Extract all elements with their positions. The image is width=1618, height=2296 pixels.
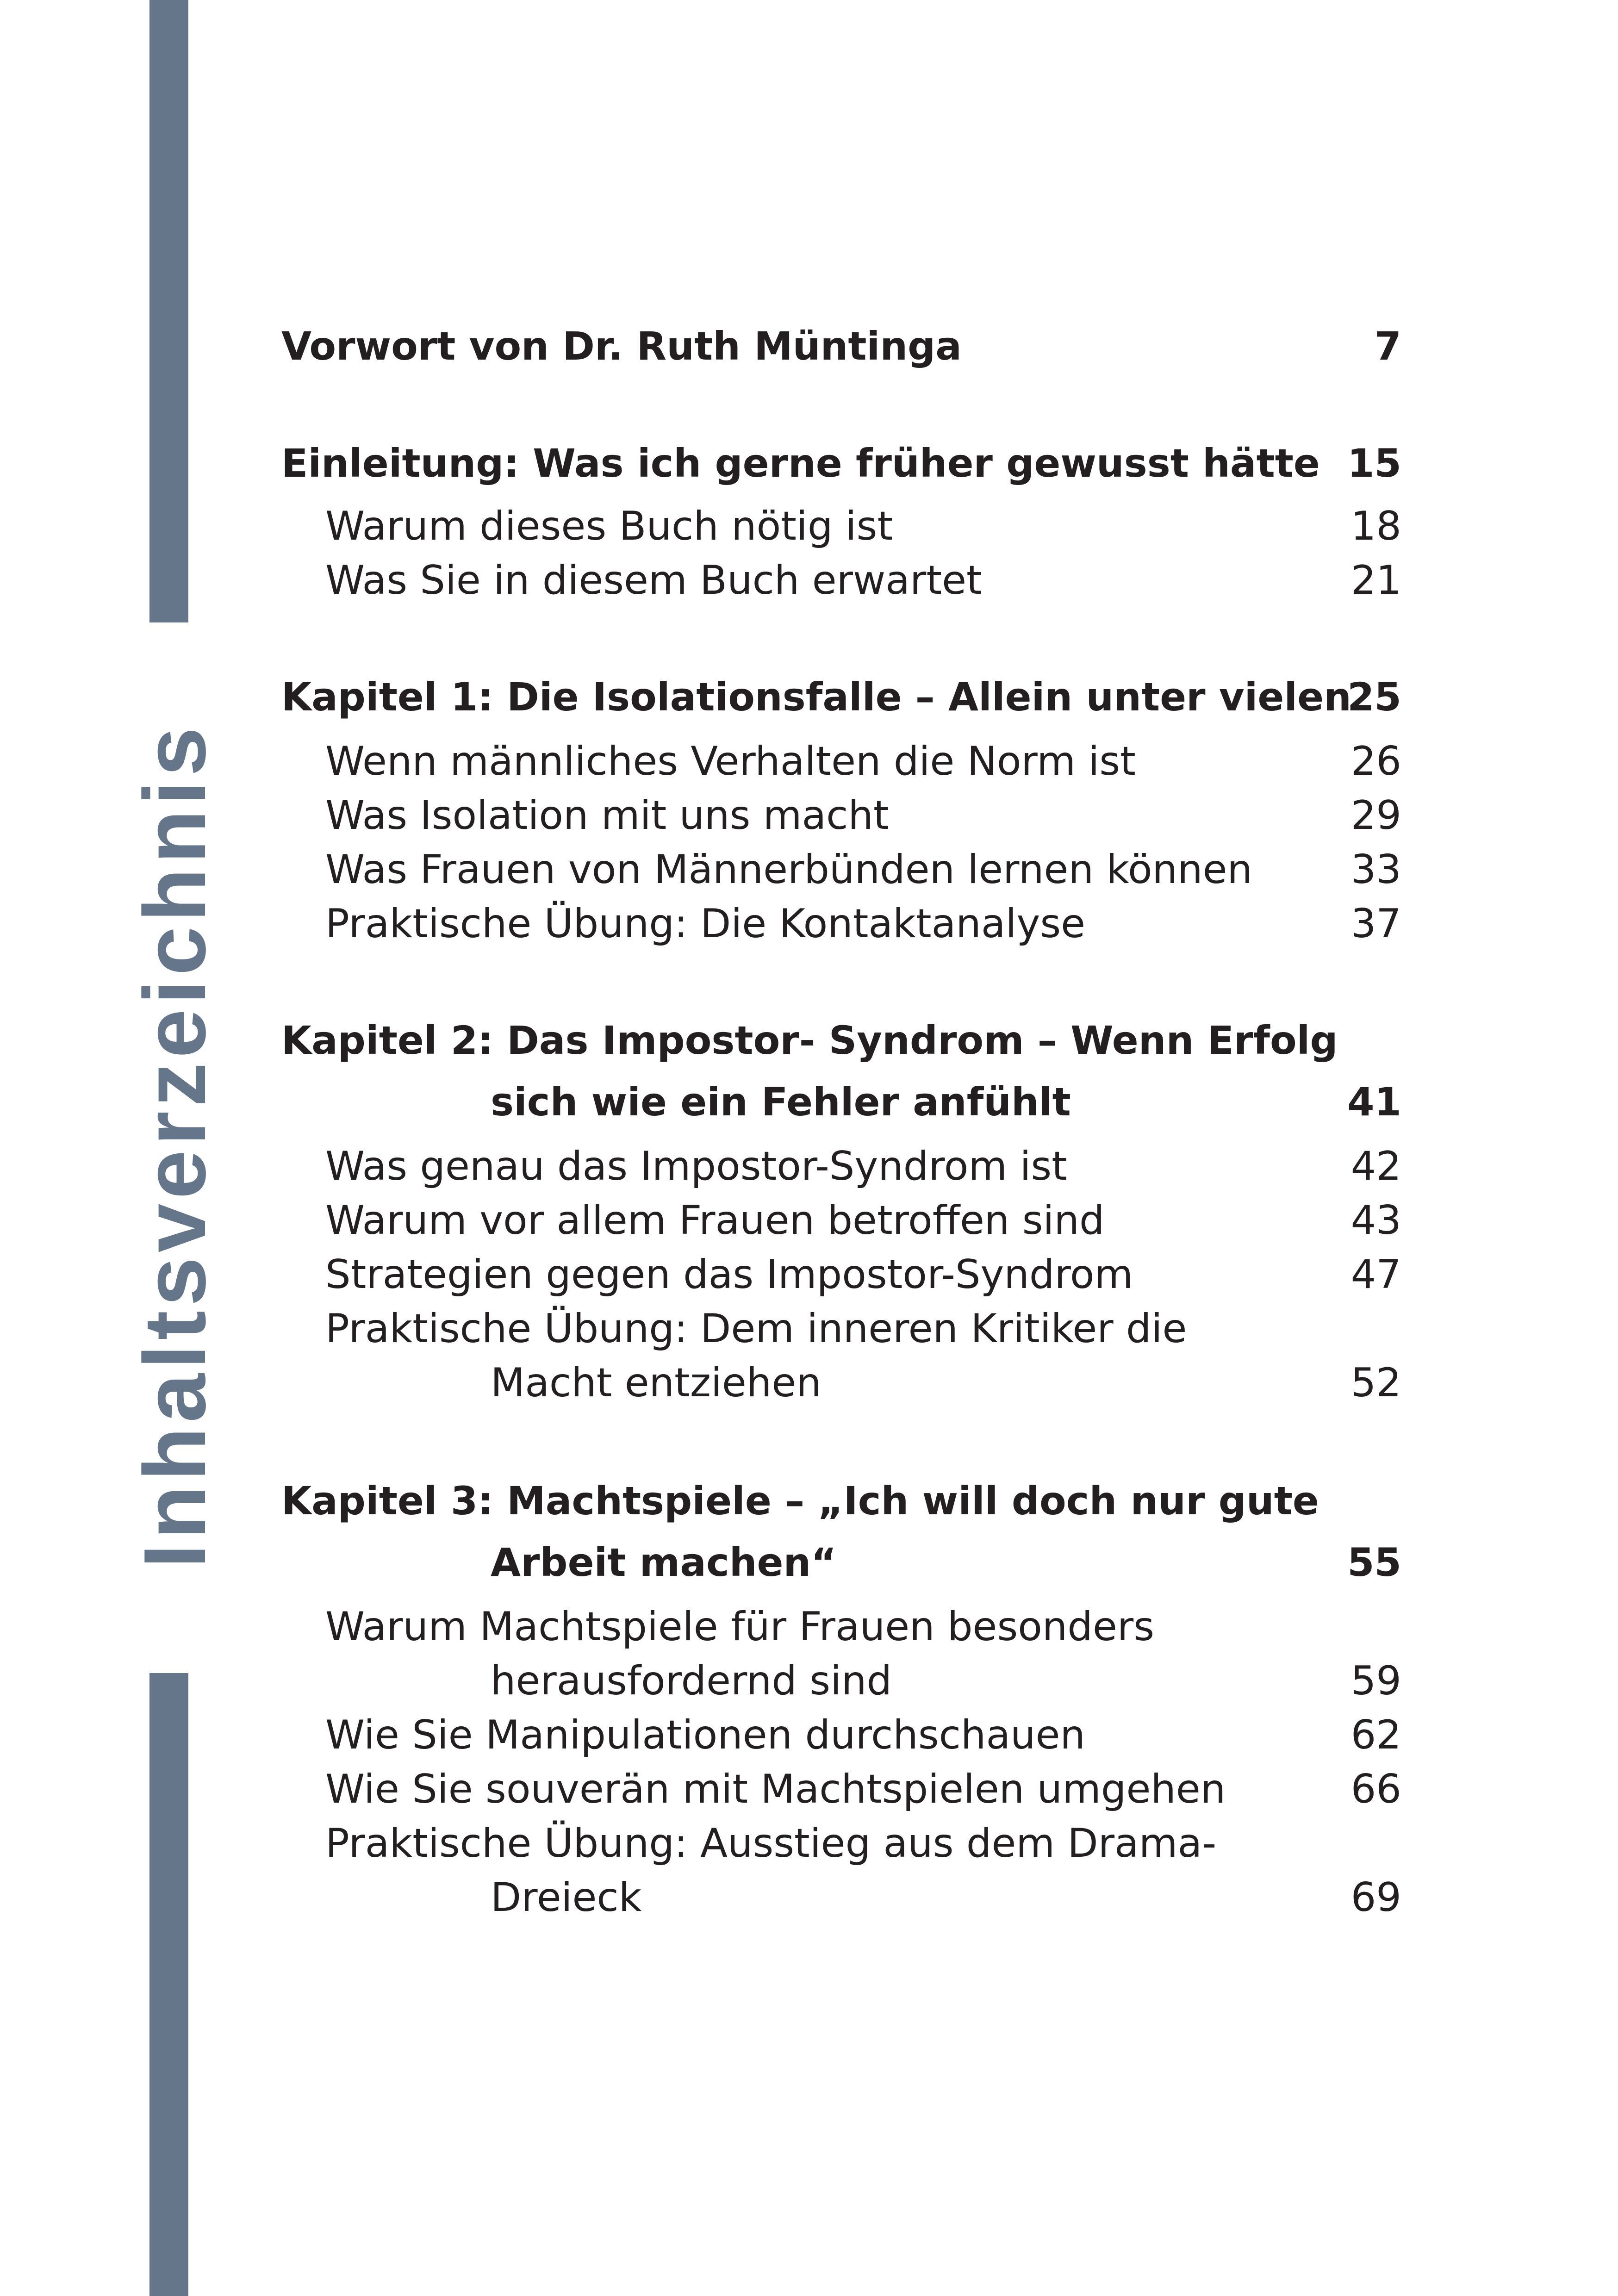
- toc-entry-title-line-1: Kapitel 3: Machtspiele – „Ich will doch nur gute: [281, 1478, 1319, 1524]
- toc-entry-page: 55: [1347, 1540, 1401, 1585]
- toc-entry-title: Einleitung: Was ich gerne früher gewusst hätte: [281, 441, 1320, 486]
- toc-subentry-page: 66: [1350, 1766, 1401, 1812]
- toc-subentry-page: 37: [1350, 901, 1401, 947]
- toc-subentry[interactable]: [281, 1136, 1401, 1196]
- toc-subentry[interactable]: [281, 1597, 1401, 1657]
- toc-subentry[interactable]: [281, 731, 1401, 791]
- toc-subentry-page: 69: [1350, 1874, 1401, 1921]
- toc-subentry-page: 21: [1350, 557, 1401, 604]
- toc-subentry-title: Was Frauen von Männerbünden lernen können: [325, 846, 1253, 893]
- toc-subentry-title-line-2: Macht entziehen: [491, 1360, 821, 1406]
- toc-entry-kapitel-3-continued[interactable]: [281, 1532, 1401, 1593]
- toc-subentry[interactable]: [281, 840, 1401, 900]
- toc-subentry-title-line-2: Dreieck: [491, 1874, 642, 1921]
- toc-entry-title-line-2: Arbeit machen“: [491, 1540, 837, 1585]
- side-title: Inhaltsverzeichnis: [126, 722, 224, 1568]
- toc-subentry-page: 47: [1350, 1251, 1401, 1298]
- toc-subentry-title-line-1: Warum Machtspiele für Frauen besonders: [325, 1604, 1155, 1650]
- toc-subentry-page: 62: [1350, 1712, 1401, 1758]
- toc-subentry-title-line-1: Praktische Übung: Ausstieg aus dem Drama-: [325, 1820, 1217, 1867]
- toc-subentry[interactable]: [281, 1813, 1401, 1873]
- toc-entry-title: Kapitel 1: Die Isolationsfalle – Allein unter vielen: [281, 674, 1351, 720]
- toc-subentry[interactable]: [281, 1705, 1401, 1765]
- toc-entry-page: 41: [1347, 1079, 1401, 1125]
- toc-entry-kapitel-2-continued[interactable]: [281, 1072, 1401, 1132]
- toc-subentry[interactable]: [281, 1759, 1401, 1819]
- toc-entry-vorwort[interactable]: [281, 316, 1401, 376]
- toc-subentry[interactable]: [281, 496, 1401, 556]
- toc-subentry-title-line-1: Praktische Übung: Dem inneren Kritiker die: [325, 1306, 1187, 1352]
- toc-subentry-continued[interactable]: [281, 1651, 1401, 1711]
- toc-subentry-title: Warum dieses Buch nötig ist: [325, 503, 893, 549]
- toc-entry-kapitel-1[interactable]: [281, 667, 1401, 727]
- toc-subentry[interactable]: [281, 894, 1401, 954]
- toc-subentry-page: 29: [1350, 792, 1401, 839]
- toc-subentry-page: 26: [1350, 738, 1401, 784]
- toc-subentry-title: Wie Sie souverän mit Machtspielen umgehen: [325, 1766, 1226, 1812]
- toc-subentry-page: 43: [1350, 1197, 1401, 1244]
- toc-subentry-page: 42: [1350, 1143, 1401, 1189]
- toc-entry-kapitel-2[interactable]: [281, 1010, 1401, 1070]
- toc-subentry-title: Strategien gegen das Impostor-Syndrom: [325, 1251, 1133, 1298]
- toc-subentry-title: Praktische Übung: Die Kontaktanalyse: [325, 901, 1086, 947]
- toc-entry-title: Vorwort von Dr. Ruth Müntinga: [281, 324, 962, 369]
- toc-subentry-title: Was Sie in diesem Buch erwartet: [325, 557, 982, 604]
- toc-subentry-title: Was Isolation mit uns macht: [325, 792, 889, 839]
- toc-entry-title-line-1: Kapitel 2: Das Impostor- Syndrom – Wenn Erfolg: [281, 1018, 1338, 1063]
- toc-subentry[interactable]: [281, 1299, 1401, 1359]
- toc-subentry-page: 59: [1350, 1658, 1401, 1704]
- toc-entry-title-line-2: sich wie ein Fehler anfühlt: [491, 1079, 1071, 1125]
- toc-subentry-title: Was genau das Impostor-Syndrom ist: [325, 1143, 1067, 1189]
- toc-entry-page: 15: [1347, 441, 1401, 486]
- toc-subentry[interactable]: [281, 1190, 1401, 1251]
- toc-subentry-title: Wenn männliches Verhalten die Norm ist: [325, 738, 1136, 784]
- toc-subentry-continued[interactable]: [281, 1353, 1401, 1413]
- toc-subentry[interactable]: [281, 550, 1401, 610]
- toc-entry-kapitel-3[interactable]: [281, 1471, 1401, 1531]
- toc-subentry-page: 52: [1350, 1360, 1401, 1406]
- toc-entry-einleitung[interactable]: [281, 433, 1401, 493]
- toc-entry-page: 25: [1347, 674, 1401, 720]
- toc-subentry-page: 33: [1350, 846, 1401, 893]
- toc-entry-page: 7: [1374, 324, 1401, 369]
- toc-subentry-title-line-2: herausfordernd sind: [491, 1658, 892, 1704]
- toc-subentry-continued[interactable]: [281, 1867, 1401, 1928]
- toc-subentry-title: Warum vor allem Frauen betroffen sind: [325, 1197, 1105, 1244]
- toc-subentry-title: Wie Sie Manipulationen durchschauen: [325, 1712, 1086, 1758]
- toc-subentry[interactable]: [281, 785, 1401, 846]
- toc-subentry-page: 18: [1350, 503, 1401, 549]
- toc-subentry[interactable]: [281, 1244, 1401, 1305]
